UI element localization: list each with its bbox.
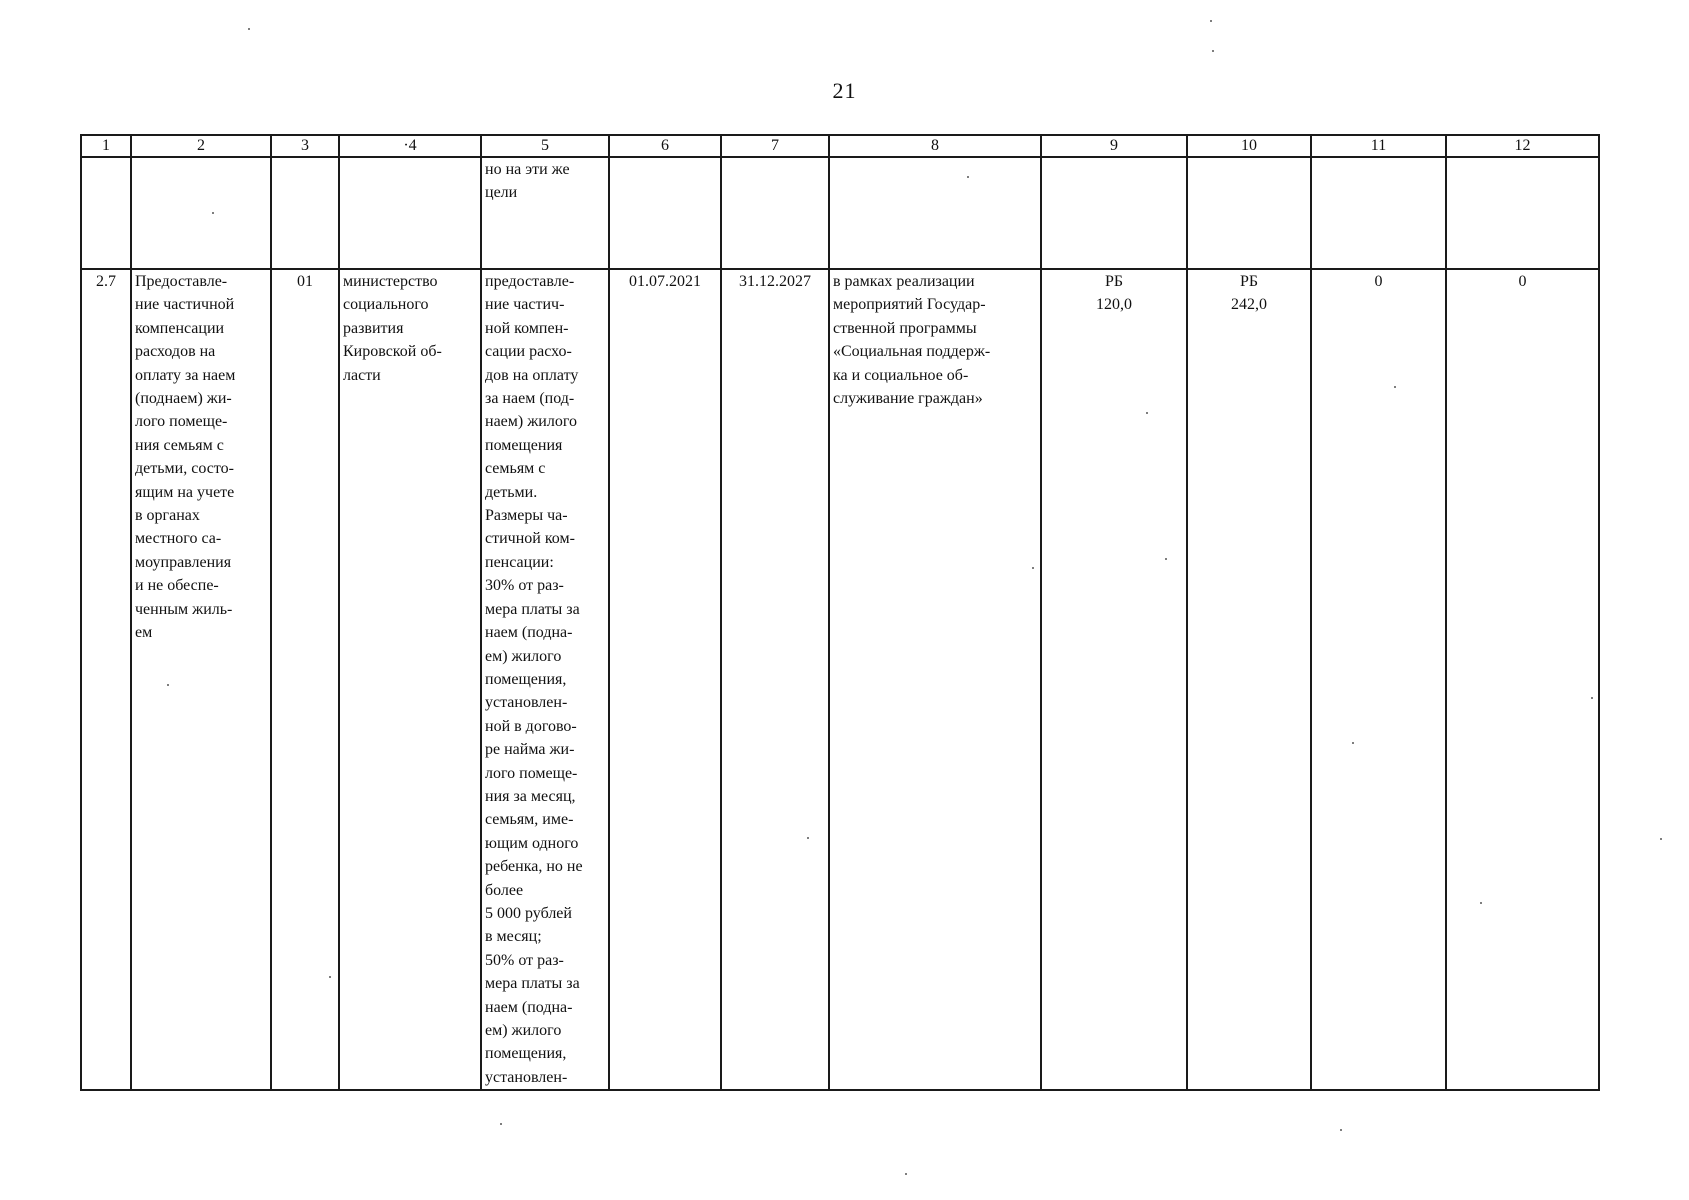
- program-cell: [829, 269, 1041, 1090]
- column-number-6: 6: [609, 135, 721, 157]
- scan-speck: [807, 837, 809, 839]
- column-number-2: 2: [131, 135, 271, 157]
- column-number-4: ·4: [339, 135, 481, 157]
- description-cell: [481, 269, 609, 1090]
- executor-cell: [339, 269, 481, 1090]
- column-number-5: 5: [481, 135, 609, 157]
- program-table: [80, 134, 1600, 1091]
- cont-cell-2: [131, 157, 271, 269]
- end-date: 31.12.2027: [739, 273, 811, 290]
- cont-cell-6: [609, 157, 721, 269]
- continuation-row: [81, 157, 1599, 269]
- table-row-2-7: [81, 269, 1599, 1090]
- funding-col11-cell: [1311, 269, 1446, 1090]
- executor-name: министерство социального развития Кировской об- ласти: [343, 273, 442, 384]
- scan-speck: [905, 1173, 907, 1175]
- scan-speck: [967, 176, 969, 178]
- funding-col9: РБ 120,0: [1096, 273, 1132, 314]
- measure-name-cell: [131, 269, 271, 1090]
- scan-speck: [1032, 567, 1034, 569]
- cont-cell-1: [81, 157, 131, 269]
- scan-speck: [1210, 20, 1212, 22]
- column-number-1: 1: [81, 135, 131, 157]
- code-value: 01: [297, 273, 313, 290]
- column-number-11: 11: [1311, 135, 1446, 157]
- scan-speck: [329, 976, 331, 978]
- continuation-text: но на эти же цели: [485, 161, 570, 202]
- code-cell: [271, 269, 339, 1090]
- cont-cell-11: [1311, 157, 1446, 269]
- scan-speck: [248, 28, 250, 30]
- column-number-9: 9: [1041, 135, 1187, 157]
- start-date: 01.07.2021: [629, 273, 701, 290]
- cont-cell-12: [1446, 157, 1599, 269]
- column-number-row: [81, 135, 1599, 157]
- scan-speck: [500, 1123, 502, 1125]
- scan-speck: [1660, 838, 1662, 840]
- measure-name: Предоставле- ние частичной компенсации расходов на оплату за наем (поднаем) жи- лого помеще- ния семьям с детьми, состо- ящим на учете в органах местного са- моуправления и не обеспе- ченным жиль- ем: [135, 273, 236, 642]
- scan-speck: [1165, 558, 1167, 560]
- end-date-cell: [721, 269, 829, 1090]
- scan-speck: [1146, 412, 1148, 414]
- funding-col10: РБ 242,0: [1231, 273, 1267, 314]
- cont-cell-8: [829, 157, 1041, 269]
- funding-col10-cell: [1187, 269, 1311, 1090]
- cont-cell-10: [1187, 157, 1311, 269]
- column-number-7: 7: [721, 135, 829, 157]
- column-number-10: 10: [1187, 135, 1311, 157]
- column-number-8: 8: [829, 135, 1041, 157]
- item-number-cell: [81, 269, 131, 1090]
- scan-speck: [1212, 50, 1214, 52]
- scan-speck: [212, 212, 214, 214]
- column-number-12: 12: [1446, 135, 1599, 157]
- funding-col12: 0: [1518, 273, 1527, 290]
- column-number-3: 3: [271, 135, 339, 157]
- page-number: 21: [832, 78, 857, 103]
- program-text: в рамках реализации мероприятий Государ- ственной программы «Социальная поддерж- ка и социальное об- служивание граждан»: [833, 273, 991, 408]
- cont-cell-5: [481, 157, 609, 269]
- cont-cell-3: [271, 157, 339, 269]
- funding-col9-cell: [1041, 269, 1187, 1090]
- cont-cell-4: [339, 157, 481, 269]
- funding-col11: 0: [1374, 273, 1383, 290]
- funding-col12-cell: [1446, 269, 1599, 1090]
- scan-speck: [1480, 902, 1482, 904]
- cont-cell-7: [721, 157, 829, 269]
- description-text: предоставле- ние частич- ной компен- сации расхо- дов на оплату за наем (под- наем) жилого помещения семьям с детьми. Размеры ча- стичной ком- пенсации: 30% от раз- мера платы за наем (подна- ем) жилого помещения, установлен- ной в догово- ре найма жи- лого помеще- ния за месяц, семьям, име- ющим одного ребенка, но не более 5 000 рублей в месяц; 50% от раз- мера платы за наем (подна- ем) жилого помещения, установлен-: [485, 273, 583, 1086]
- scan-speck: [1352, 742, 1354, 744]
- cont-cell-9: [1041, 157, 1187, 269]
- scan-speck: [1591, 697, 1593, 699]
- start-date-cell: [609, 269, 721, 1090]
- scan-speck: [1394, 386, 1396, 388]
- scan-speck: [1340, 1129, 1342, 1131]
- scan-speck: [167, 684, 169, 686]
- item-number: 2.7: [96, 273, 116, 290]
